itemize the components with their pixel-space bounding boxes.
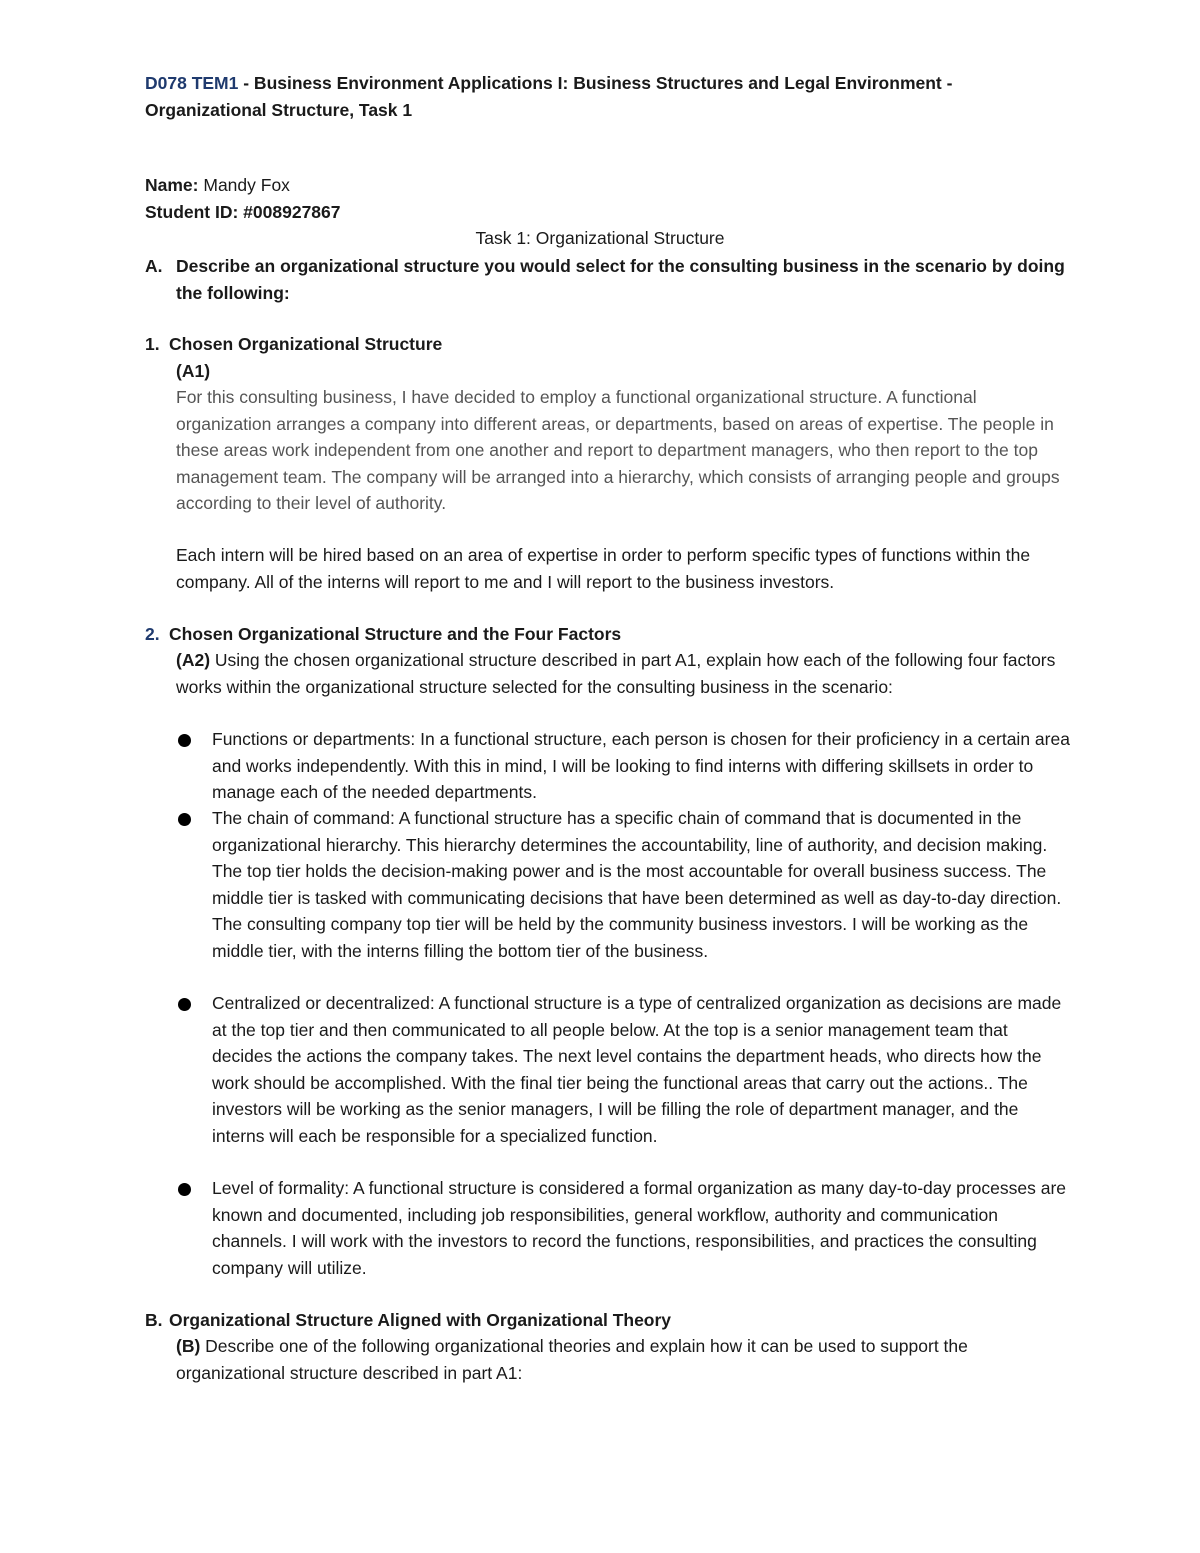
section-b-prompt-text: Describe one of the following organizational theories and explain how it can be used to support the organizational structure described in part A1:: [176, 1336, 968, 1383]
item2-prompt-text: Using the chosen organizational structure described in part A1, explain how each of the following four factors works within the organizational structure selected for the consulting business in the scenario:: [176, 650, 1056, 697]
bullet-dot-icon: [178, 734, 191, 747]
bullet-formality: Level of formality: A functional structure is considered a formal organization as many day-to-day processes are known and documented, including job responsibilities, general workflow, authority and communication channels. I will work with the investors to record the functions, responsibilities, and practices the consulting company will utilize.: [212, 1178, 1067, 1278]
item2-marker: 2.: [145, 624, 160, 644]
bullet-dot-icon: [178, 1183, 191, 1196]
document-header: [145, 70, 1045, 123]
section-a-marker: A.: [145, 256, 163, 276]
section-b-marker: B.: [145, 1310, 163, 1330]
section-a-prompt: Describe an organizational structure you would select for the consulting business in the scenario by doing the following:: [176, 256, 1065, 303]
student-id: Student ID: #008927867: [145, 202, 341, 222]
task-heading: Task 1: Organizational Structure: [475, 228, 725, 248]
section-b-sublabel: (B): [176, 1336, 201, 1356]
item2-sublabel: (A2): [176, 650, 211, 670]
item1-heading: Chosen Organizational Structure: [169, 334, 443, 354]
course-title: - Business Environment Applications I: Business Structures and Legal Environment - Organizational Structure, Task 1: [145, 73, 953, 120]
bullet-chain-of-command: The chain of command: A functional structure has a specific chain of command that is documented in the organizational hierarchy. This hierarchy determines the accountability, line of authority, and decision making. The top tier holds the decision-making power and is the most accountable for overall business success. The middle tier is tasked with communicating decisions that have been determined as well as day-to-day direction. The consulting company top tier will be held by the community business investors. I will be working as the middle tier, with the interns filling the bottom tier of the business.: [212, 808, 1062, 961]
name-value: Mandy Fox: [198, 175, 290, 195]
item2-prompt: [176, 647, 1076, 700]
bullet-functions: Functions or departments: In a functional structure, each person is chosen for their proficiency in a certain area and works independently. With this in mind, I will be looking to find interns with differing skillsets in order to manage each of the needed departments.: [212, 729, 1070, 802]
section-b-heading: Organizational Structure Aligned with Organizational Theory: [169, 1310, 672, 1330]
bullet-dot-icon: [178, 998, 191, 1011]
item1-sublabel: (A1): [176, 361, 211, 381]
bullet-dot-icon: [178, 813, 191, 826]
item1-paragraph-2: Each intern will be hired based on an area of expertise in order to perform specific types of functions within the company. All of the interns will report to me and I will report to the business investors.: [176, 545, 1031, 592]
student-name-line: [145, 172, 1045, 199]
course-code: D078 TEM1: [145, 73, 239, 93]
item1-paragraph-1: For this consulting business, I have decided to employ a functional organizational structure. A functional organization arranges a company into different areas, or departments, based on areas of expertise. The people in these areas work independent from one another and report to department managers, who then report to the top management team. The company will be arranged into a hierarchy, which consists of arranging people and groups according to their level of authority.: [176, 387, 1060, 513]
bullet-centralization: Centralized or decentralized: A functional structure is a type of centralized organization as decisions are made at the top tier and then communicated to all people below. At the top is a senior management team that decides the actions the company takes. The next level contains the department heads, who directs how the work should be accomplished. With the final tier being the functional areas that carry out the actions.. The investors will be working as the senior managers, I will be filling the role of department manager, and the interns will each be responsible for a specialized function.: [212, 993, 1062, 1146]
item1-marker: 1.: [145, 334, 160, 354]
name-label: Name:: [145, 175, 199, 195]
section-b-prompt: [176, 1333, 1076, 1386]
item2-heading: Chosen Organizational Structure and the Four Factors: [169, 624, 622, 644]
